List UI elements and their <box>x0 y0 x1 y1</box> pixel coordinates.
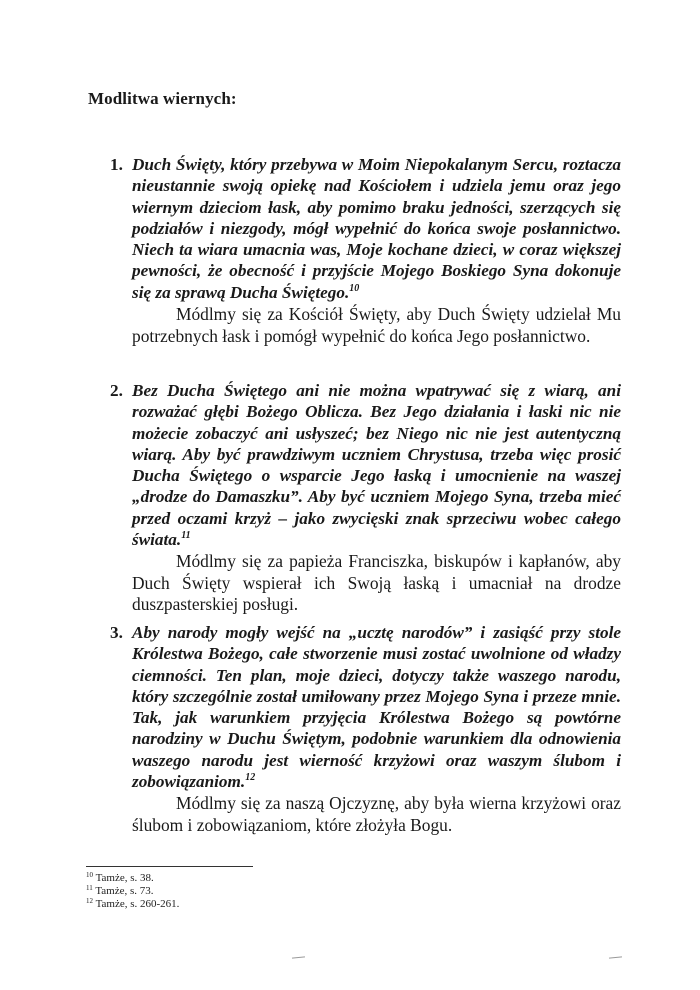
footnote-text: Tamże, s. 38. <box>95 872 154 884</box>
prayer-intention-1 <box>110 154 621 347</box>
footnote-text: Tamże, s. 73. <box>95 884 154 897</box>
prayer-text: Módlmy się za naszą Ojczyznę, aby była wierna krzyżowi oraz ślubom i zobowiązaniom, które złożyła Bogu. <box>132 793 621 835</box>
footnote-number: 10 <box>86 871 93 879</box>
footnote-ref[interactable]: 11 <box>181 530 191 542</box>
footnote-text: Tamże, s. 260-261. <box>95 897 180 910</box>
prayer-text: Módlmy się za Kościół Święty, aby Duch Święty udzielał Mu potrzebnych łask i pomógł wypełnić do końca Jego posłannictwo. <box>132 304 621 346</box>
footnote-ref[interactable]: 12 <box>245 772 256 784</box>
prayer-intention-2 <box>110 380 621 616</box>
item-number: 1. <box>110 155 123 174</box>
quote-text: Aby narody mogły wejść na „ucztę narodów” i zasiąść przy stole Królestwa Bożego, całe stworzenie musi zostać uwolnione od władzy ciemności. Ten plan, moje dzieci, dotyczy także waszego narodu, który szczególnie został umiłowany przez Mojego Syna i przeze mnie. Tak, jak warunkiem przyjęcia Królestwa Bożego są powtórne narodziny w Duchu Świętym, podobnie warunkiem dla odnowienia waszego narodu jest wierność krzyżowi oraz waszym ślubom i zobowiązaniom. <box>132 623 621 792</box>
footnotes <box>86 872 179 910</box>
footnote-number: 11 <box>86 883 93 892</box>
quote-text: Duch Święty, który przebywa w Moim Niepokalanym Sercu, roztacza nieustannie swoją opiekę nad Kościołem i udziela jemu oraz jego wiernym dzieciom łask, aby pomimo braku jedności, szerzących się podziałów i niezgody, mógł wypełnić do końca swoje posłannictwo. Niech ta wiara umacnia was, Moje kochane dzieci, w coraz większej pewności, że obecność i przyjście Mojego Boskiego Syna dokonuje się za sprawą Ducha Świętego. <box>132 155 621 302</box>
footnote-12 <box>86 898 179 911</box>
footnote-number: 12 <box>86 896 93 905</box>
intention-quote <box>132 622 621 792</box>
scan-mark <box>609 956 622 958</box>
section-heading: Modlitwa wiernych: <box>88 89 237 108</box>
intention-quote <box>132 154 621 303</box>
item-number: 3. <box>110 623 123 642</box>
quote-text: Bez Ducha Świętego ani nie można wpatrywać się z wiarą, ani rozważać głębi Bożego Oblicza. Bez Jego działania i łaski nic nie możecie zobaczyć ani usłyszeć; bez Niego nic nie jest autentyczną wiarą. Aby być prawdziwym uczniem Chrystusa, trzeba więc prosić Ducha Świętego o wsparcie Jego łaską i umocnienie na waszej „drodze do Damaszku”. Aby być uczniem Mojego Syna, trzeba mieć przed oczami krzyż – jako zwycięski znak sprzeciwu wobec całego świata. <box>132 381 621 550</box>
footnote-ref[interactable]: 10 <box>349 282 360 294</box>
prayer-text: Módlmy się za papieża Franciszka, biskupów i kapłanów, aby Duch Święty wspierał ich Swoją łaską i umacniał na drodze duszpasterskiej posługi. <box>132 551 621 615</box>
footnote-separator <box>86 866 253 867</box>
footnote-10 <box>86 872 179 885</box>
footnote-11 <box>86 885 179 898</box>
scan-mark <box>292 956 305 958</box>
prayer-intention-3 <box>110 622 621 836</box>
intention-quote <box>132 380 621 550</box>
item-number: 2. <box>110 381 123 400</box>
